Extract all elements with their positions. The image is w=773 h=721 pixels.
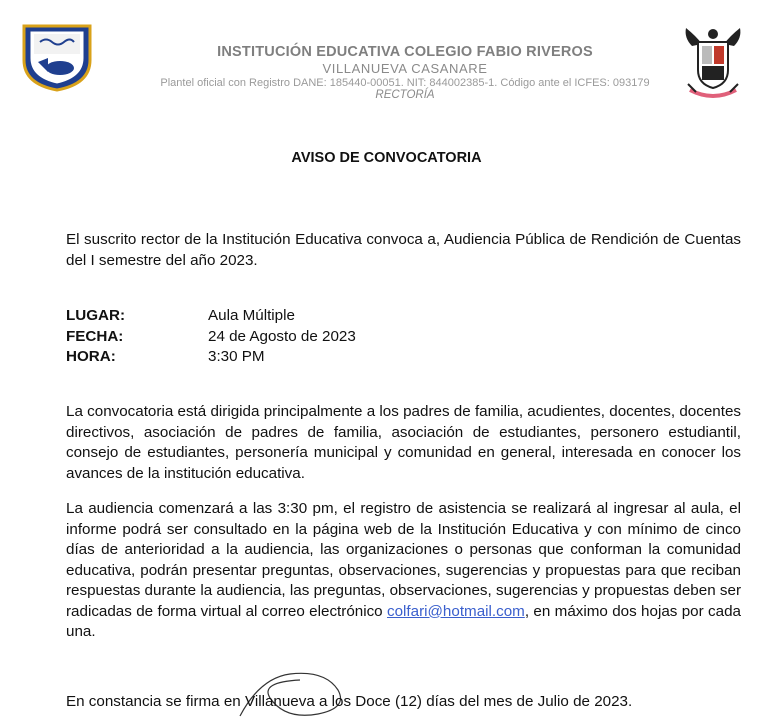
closing-statement: En constancia se firma en Villanueva a los Doce (12) días del mes de Julio de 2023. [66,693,633,710]
process-paragraph [66,499,741,643]
process-text-end: , en máximo dos hojas por cada una. [66,602,741,640]
event-details [66,306,356,368]
registration-line: Plantel oficial con Registro DANE: 185440-00051. NIT: 844002385-1. Código ante el ICFES: 093179 [160,77,650,89]
detail-value: 3:30 PM [208,348,265,365]
intro-paragraph: El suscrito rector de la Institución Educativa convoca a, Audiencia Pública de Rendición de Cuentas del I semestre del año 2023. [66,231,741,269]
detail-row-place [66,306,356,327]
school-emblem-logo [18,20,96,92]
institution-name: INSTITUCIÓN EDUCATIVA COLEGIO FABIO RIVEROS [217,44,593,60]
detail-value: 24 de Agosto de 2023 [208,327,356,345]
process-text: La audiencia comenzará a las 3:30 pm, el registro de asistencia se realizará al ingresar al aula, el informe podrá ser consultado en la página web de la Institución Educativa y con mínimo de cinco días de anterioridad a la audiencia, las organizaciones o personas que conforman la comunidad educativa, podrán presentar preguntas, observaciones, sugerencias y propuestas para que reciban respuestas durante la audiencia, las preguntas, observaciones, sugerencias y propuestas deben ser radicadas de forma virtual al correo electrónico [66,500,741,620]
audience-paragraph: La convocatoria está dirigida principalmente a los padres de familia, acudientes, docentes, docentes directivos, asociación de padres de familia, asociación de estudiantes, personero estudiantil, consejo de estudiantes, personería municipal y comunidad en general, interesada en conocer los avances de la institución educativa. [66,403,741,482]
institution-city: VILLANUEVA CASANARE [322,61,488,76]
detail-label: FECHA: [66,327,124,345]
detail-value: Aula Múltiple [208,307,295,324]
notice-title: AVISO DE CONVOCATORIA [291,150,482,166]
detail-label: LUGAR: [66,307,126,324]
letterhead [110,44,700,101]
detail-row-time [66,347,356,368]
email-link[interactable]: colfari@hotmail.com [387,602,525,620]
office-name: RECTORÍA [375,89,435,101]
detail-row-date [66,327,356,348]
detail-label: HORA: [66,348,116,365]
